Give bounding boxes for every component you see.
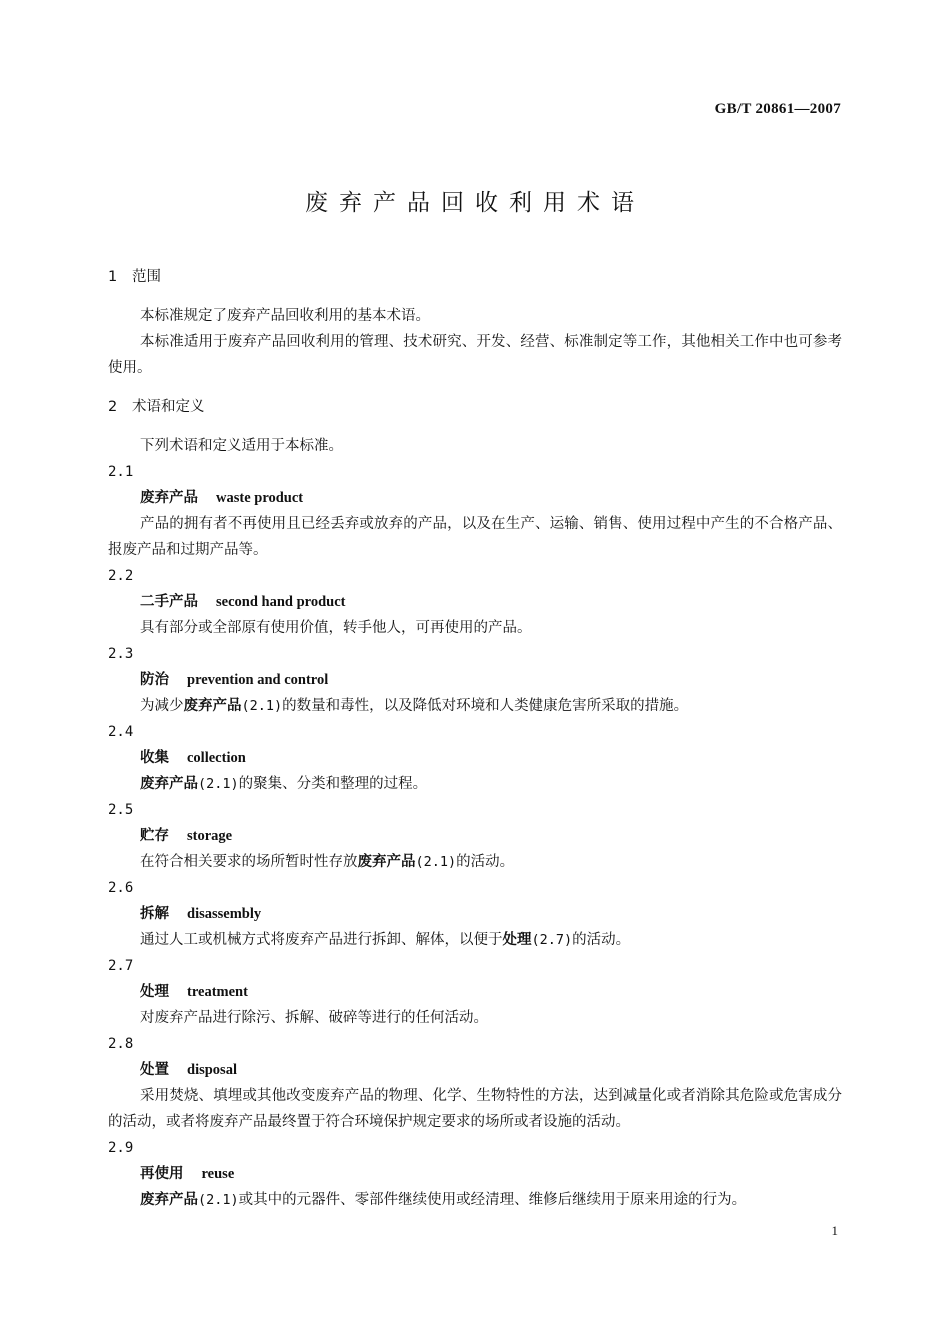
term-en: storage: [187, 828, 233, 844]
clause-number: 2.8: [108, 1036, 134, 1052]
definition-text: 的数量和毒性，以及降低对环境和人类健康危害所采取的措施。: [282, 698, 689, 714]
definition-text: 的活动。: [456, 854, 515, 870]
term-zh: 二手产品: [140, 594, 198, 610]
clause-number: 2.2: [108, 568, 134, 584]
term-entry: [108, 589, 842, 615]
section-number: 1: [108, 269, 118, 285]
document-title: 废弃产品回收利用术语: [305, 190, 645, 216]
term-en: prevention and control: [187, 672, 329, 688]
paragraph: 下列术语和定义适用于本标准。: [140, 438, 343, 454]
cross-reference-term: 废弃产品: [140, 1192, 198, 1208]
definition-text: 的聚集、分类和整理的过程。: [238, 776, 428, 792]
term-definition: 采用焚烧、填埋或其他改变废弃产品的物理、化学、生物特性的方法，达到减量化或者消除其危险或危害成分的活动，或者将废弃产品最终置于符合环境保护规定要求的场所或者设施的活动。: [108, 1088, 842, 1130]
term-en: disassembly: [187, 906, 262, 922]
cross-reference-number: (2.1): [241, 698, 283, 714]
definition-text: 在符合相关要求的场所暂时性存放: [140, 854, 358, 870]
definition-text: 的活动。: [572, 932, 631, 948]
term-definition: 产品的拥有者不再使用且已经丢弃或放弃的产品，以及在生产、运输、销售、使用过程中产生的不合格产品、报废产品和过期产品等。: [108, 516, 842, 558]
section-2-heading: [108, 394, 842, 420]
cross-reference-number: (2.7): [531, 932, 573, 948]
term-zh: 贮存: [140, 828, 169, 844]
cross-reference-number: (2.1): [198, 1192, 239, 1208]
term-entry: [108, 823, 842, 849]
term-definition: 具有部分或全部原有使用价值，转手他人，可再使用的产品。: [140, 620, 532, 636]
term-entry: [108, 979, 842, 1005]
definition-text: 为减少: [140, 698, 184, 714]
term-en: collection: [187, 750, 246, 766]
term-entry: [108, 667, 842, 693]
term-zh: 防治: [140, 672, 169, 688]
term-entry: [108, 1161, 842, 1187]
cross-reference-number: (2.1): [415, 854, 457, 870]
paragraph: 本标准适用于废弃产品回收利用的管理、技术研究、开发、经营、标准制定等工作，其他相关工作中也可参考使用。: [108, 334, 842, 376]
paragraph: 本标准规定了废弃产品回收利用的基本术语。: [140, 308, 430, 324]
section-title: 范围: [132, 269, 161, 285]
term-en: second hand product: [216, 594, 346, 610]
cross-reference-term: 废弃产品: [140, 776, 198, 792]
term-definition: [108, 771, 842, 797]
definition-text: 通过人工或机械方式将废弃产品进行拆卸、解体，以便于: [140, 932, 503, 948]
cross-reference-term: 废弃产品: [357, 854, 416, 870]
term-definition: 对废弃产品进行除污、拆解、破碎等进行的任何活动。: [140, 1010, 488, 1026]
cross-reference-term: 处理: [502, 932, 532, 948]
cross-reference-term: 废弃产品: [183, 698, 242, 714]
clause-number: 2.9: [108, 1140, 134, 1156]
term-definition: [108, 927, 842, 953]
term-entry: [108, 901, 842, 927]
clause-number: 2.1: [108, 464, 134, 480]
section-number: 2: [108, 399, 118, 415]
clause-number: 2.5: [108, 802, 134, 818]
clause-number: 2.4: [108, 724, 134, 740]
section-title: 术语和定义: [132, 399, 205, 415]
term-entry: [108, 745, 842, 771]
term-zh: 处置: [140, 1062, 169, 1078]
term-zh: 废弃产品: [140, 490, 198, 506]
term-zh: 收集: [140, 750, 169, 766]
term-definition: [108, 849, 842, 875]
clause-number: 2.6: [108, 880, 134, 896]
term-entry: [108, 1057, 842, 1083]
page-number: 1: [831, 1223, 838, 1238]
term-entry: [108, 485, 842, 511]
term-definition: [108, 1187, 842, 1213]
term-en: waste product: [216, 490, 304, 506]
section-1-heading: [108, 264, 842, 290]
term-en: reuse: [201, 1166, 235, 1182]
term-en: treatment: [187, 984, 248, 1000]
cross-reference-number: (2.1): [198, 776, 239, 792]
term-definition: [108, 693, 842, 719]
document-body: [108, 264, 842, 1213]
term-zh: 再使用: [140, 1166, 184, 1182]
clause-number: 2.7: [108, 958, 134, 974]
clause-number: 2.3: [108, 646, 134, 662]
standard-code: GB/T 20861—2007: [714, 101, 841, 117]
term-en: disposal: [187, 1062, 237, 1078]
definition-text: 或其中的元器件、零部件继续使用或经清理、维修后继续用于原来用途的行为。: [238, 1192, 747, 1208]
term-zh: 拆解: [140, 906, 169, 922]
term-zh: 处理: [140, 984, 169, 1000]
